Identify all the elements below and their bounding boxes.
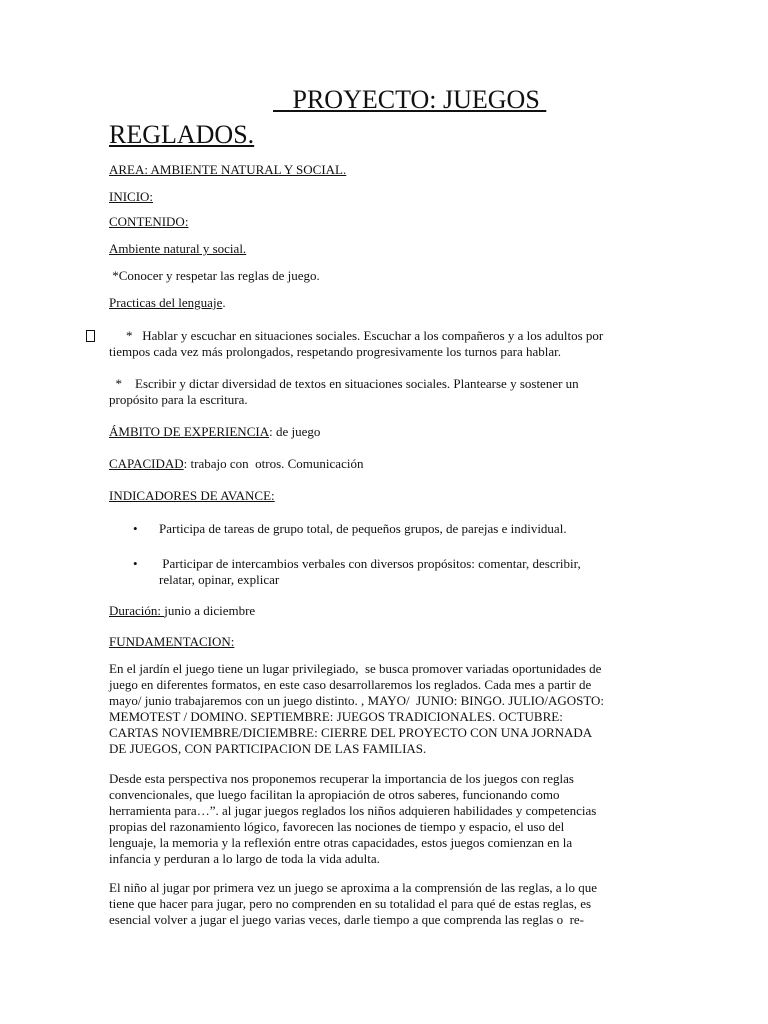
ambito-value: : de juego [269,424,321,439]
paragraph-line: propias del razonamiento lógico, favorecen las nociones de tiempo y espacio, el uso del [109,819,565,834]
fundamentacion-heading: FUNDAMENTACION: [109,634,235,649]
missing-glyph-box-icon [86,330,95,342]
duracion-label: Duración: [109,603,165,618]
ambiente-item: *Conocer y respetar las reglas de juego. [109,268,320,283]
ambiente-heading: Ambiente natural y social. [109,241,247,256]
paragraph-1 [109,661,655,757]
bullet-icon: • [133,556,138,571]
practicas-heading [109,295,226,311]
paragraph-line: En el jardín el juego tiene un lugar privilegiado, se busca promover variadas oportunidades de [109,661,602,676]
ambito-label: ÁMBITO DE EXPERIENCIA [109,424,270,439]
paragraph-line: tiene que hacer para jugar, pero no comprenden en su totalidad el para qué de estas reglas, es [109,896,592,911]
practicas-item-2-line: propósito para la escritura. [109,392,248,407]
ambito-row [109,424,320,440]
area-heading: AREA: AMBIENTE NATURAL Y SOCIAL. [109,162,347,177]
indicador-item-continuation: relatar, opinar, explicar [159,572,280,587]
contenido-heading: CONTENIDO: [109,214,189,229]
paragraph-line: juego en diferentes formatos, en este caso desarrollaremos los reglados. Cada mes a partir de [109,677,592,692]
duracion-value: junio a diciembre [164,603,256,618]
duracion-row [109,603,255,619]
paragraph-3 [109,880,655,928]
title-line-1: PROYECTO: JUEGOS [273,85,547,114]
paragraph-line: lenguaje, la memoria y la reflexión entre otras capacidades, estos juegos comienzan en la [109,835,573,850]
paragraph-line: Desde esta perspectiva nos proponemos recuperar la importancia de los juegos con reglas [109,771,574,786]
practicas-item-2-line: * Escribir y dictar diversidad de textos en situaciones sociales. Plantearse y sostener un [109,376,579,391]
indicador-item: Participa de tareas de grupo total, de pequeños grupos, de parejas e individual. [159,521,567,536]
capacidad-label: CAPACIDAD [109,456,184,471]
practicas-heading-text: Practicas del lenguaje [109,295,223,310]
paragraph-line: convencionales, que luego facilitan la apropiación de otros saberes, funcionando como [109,787,560,802]
paragraph-line: DE JUEGOS, CON PARTICIPACION DE LAS FAMILIAS. [109,741,427,756]
capacidad-value: : trabajo con otros. Comunicación [183,456,364,471]
practicas-item-2 [109,376,655,408]
paragraph-2 [109,771,655,867]
paragraph-line: MEMOTEST / DOMINO. SEPTIEMBRE: JUEGOS TRADICIONALES. OCTUBRE: [109,709,563,724]
paragraph-line: El niño al jugar por primera vez un juego se aproxima a la comprensión de las reglas, a lo que [109,880,598,895]
bullet-icon: • [133,521,138,536]
practicas-item-1-line: * Hablar y escuchar en situaciones sociales. Escuchar a los compañeros y a los adultos por [126,328,604,343]
practicas-item-1-line: tiempos cada vez más prolongados, respetando progresivamente los turnos para hablar. [109,344,561,359]
capacidad-row [109,456,363,472]
inicio-heading: INICIO: [109,189,154,204]
indicadores-heading: INDICADORES DE AVANCE: [109,488,275,503]
paragraph-line: esencial volver a jugar el juego varias veces, darle tiempo a que comprenda las reglas o re- [109,912,585,927]
paragraph-line: CARTAS NOVIEMBRE/DICIEMBRE: CIERRE DEL PROYECTO CON UNA JORNADA [109,725,593,740]
paragraph-line: herramienta para…”. al jugar juegos reglados los niños adquieren habilidades y competencias [109,803,597,818]
title-line-2: REGLADOS. [109,120,255,149]
indicador-item: Participar de intercambios verbales con diversos propósitos: comentar, describir, [159,556,581,571]
paragraph-line: infancia y perduran a lo largo de toda la vida adulta. [109,851,380,866]
paragraph-line: mayo/ junio trabajaremos con un juego distinto. , MAYO/ JUNIO: BINGO. JULIO/AGOSTO: [109,693,605,708]
practicas-item-1 [109,328,655,360]
practicas-heading-suffix: . [222,295,226,310]
